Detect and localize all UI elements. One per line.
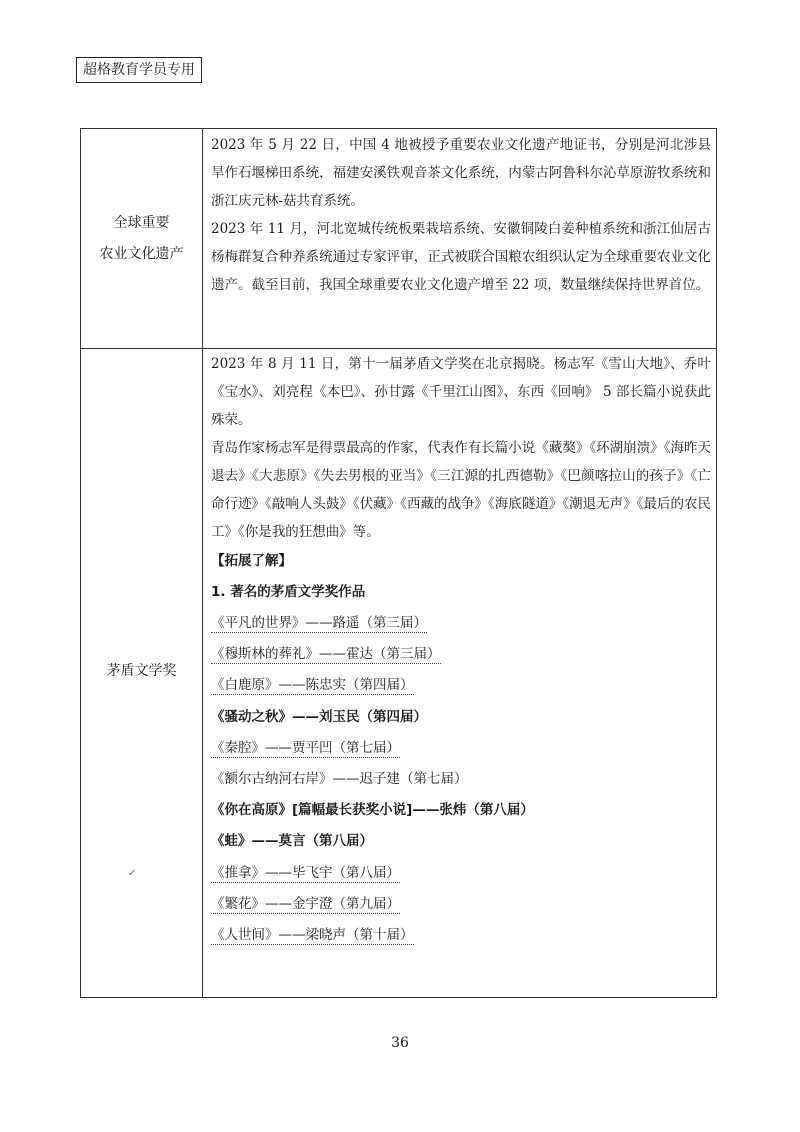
row-label-line: 农业文化遗产 xyxy=(99,246,184,262)
work-item xyxy=(211,733,711,764)
work-item xyxy=(211,608,711,639)
column-divider xyxy=(202,129,203,997)
work-item xyxy=(211,639,711,670)
work-item xyxy=(211,764,711,795)
work-text: 《骚动之秋》——刘玉民（第四届） xyxy=(211,708,427,725)
row-content-maodun-prize xyxy=(211,350,711,951)
paragraph: 青岛作家杨志军是得票最高的作家，代表作有长篇小说《藏獒》《环湖崩溃》《海昨天退去》《大悲原》《失去男根的亚当》《三江源的扎西德勒》《巴颜喀拉山的孩子》《亡命行迹》《敲响人头鼓》《伏藏》《西藏的战争》《海底隧道》《潮退无声》《最后的农民工》《你是我的狂想曲》等。 xyxy=(211,440,711,540)
work-item xyxy=(211,826,711,857)
header-label: 超格教育学员专用 xyxy=(76,57,202,83)
work-item xyxy=(211,795,711,826)
work-text: 《繁花》——金宇澄（第九届） xyxy=(211,895,400,912)
work-text: 《蛙》——莫言（第八届） xyxy=(211,833,373,850)
work-text: 《平凡的世界》——路遥（第三届） xyxy=(211,615,427,631)
paragraph: 2023 年 5 月 22 日，中国 4 地被授予重要农业文化遗产地证书，分别是河北涉县旱作石堰梯田系统，福建安溪铁观音茶文化系统，内蒙古阿鲁科尔沁草原游牧系统和浙江庆元林-菇共育系统。 xyxy=(211,137,711,209)
work-item xyxy=(211,889,711,920)
row-divider xyxy=(81,348,716,349)
row-label-maodun-prize: 茅盾文学奖 xyxy=(106,663,177,679)
work-text: 《人世间》——梁晓声（第十届） xyxy=(211,927,414,944)
info-table xyxy=(80,128,717,998)
page-number: 36 xyxy=(391,1035,409,1051)
row-label-agri-heritage xyxy=(81,208,202,270)
work-item xyxy=(211,858,711,889)
extend-heading: 【拓展了解】 xyxy=(211,553,292,569)
work-text: 《秦腔》——贾平凹（第七届） xyxy=(211,739,400,756)
list-heading: 1. 著名的茅盾文学奖作品 xyxy=(211,584,366,600)
paragraph: 2023 年 8 月 11 日，第十一届茅盾文学奖在北京揭晓。杨志军《雪山大地》、乔叶《宝水》、刘亮程《本巴》、孙甘露《千里江山图》、东西《回响》 5 部长篇小说获此殊荣。 xyxy=(211,356,711,428)
row-content-agri-heritage xyxy=(211,131,711,299)
work-text: 《你在高原》[篇幅最长获奖小说]——张炜（第八届） xyxy=(211,802,534,819)
work-text: 《推拿》——毕飞宇（第八届） xyxy=(211,864,400,881)
stray-mark: ✓ xyxy=(128,868,137,879)
row-label-line: 全球重要 xyxy=(113,215,170,231)
work-text: 《穆斯林的葬礼》——霍达（第三届） xyxy=(211,646,441,663)
paragraph: 2023 年 11 月，河北宽城传统板栗栽培系统、安徽铜陵白姜种植系统和浙江仙居古杨梅群复合种养系统通过专家评审，正式被联合国粮农组织认定为全球重要农业文化遗产。截至目前，我国全球重要农业文化遗产增至 22 项，数量继续保持世界首位。 xyxy=(211,221,711,293)
work-item xyxy=(211,702,711,733)
work-item xyxy=(211,670,711,701)
work-item xyxy=(211,920,711,951)
work-text: 《白鹿原》——陈忠实（第四届） xyxy=(211,677,414,694)
work-text: 《额尔古纳河右岸》——迟子建（第七届） xyxy=(211,771,468,788)
